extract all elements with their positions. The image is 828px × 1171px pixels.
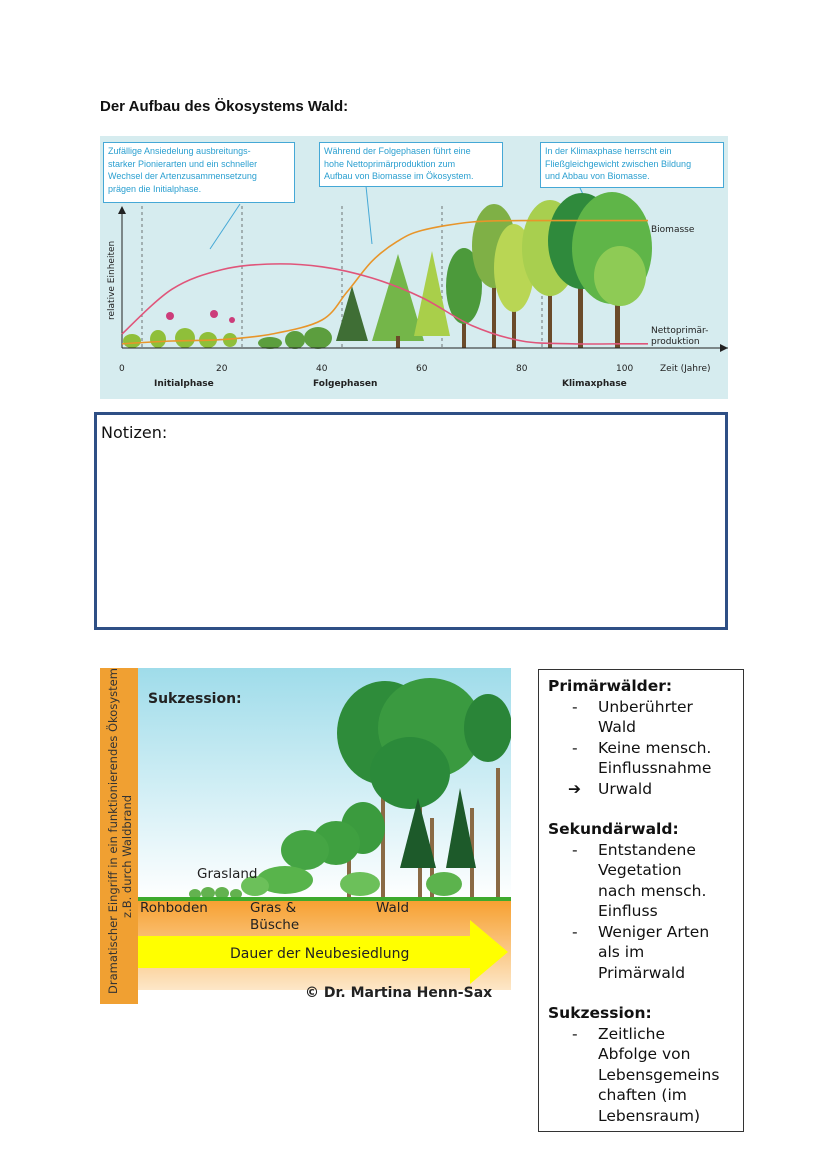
item-line: Weniger Arten (598, 922, 710, 941)
item-line: Vegetation (598, 861, 682, 879)
list-item (548, 779, 711, 800)
list-item (548, 922, 709, 984)
page-title: Der Aufbau des Ökosystems Wald: (100, 98, 349, 115)
npp-label-line1: Nettoprimär- (651, 326, 709, 336)
item-line: Abfolge von (598, 1045, 691, 1063)
grasland-label: Grasland (197, 866, 258, 882)
x-tick-labels (119, 364, 633, 374)
arrow-label: Dauer der Neubesiedlung (230, 946, 410, 962)
side-label-line2: z.B. durch Waldbrand (120, 794, 134, 918)
section-heading: Primärwälder: (548, 677, 673, 695)
item-line: Urwald (598, 779, 653, 798)
arrow-bullet: ➔ (568, 779, 581, 798)
succession-title: Sukzession: (148, 691, 242, 707)
bullet: - (572, 738, 578, 757)
phase-climax: Klimaxphase (562, 379, 627, 389)
list-item (548, 738, 711, 779)
item-line: Lebensraum) (598, 1106, 701, 1125)
list-item (548, 697, 711, 738)
x-tick-label: 0 (119, 364, 125, 374)
item-line: Primärwald (598, 963, 686, 982)
item-line: Wald (598, 718, 636, 736)
list-item (548, 1024, 719, 1127)
bullet: - (572, 922, 578, 941)
npp-label-line2: produktion (651, 337, 700, 347)
section-sukzession (548, 1003, 719, 1126)
item-line: Keine mensch. (598, 738, 712, 757)
list-item (548, 840, 709, 922)
phase-initial: Initialphase (154, 379, 214, 389)
x-tick-label: 80 (516, 364, 528, 374)
stage-gras-line1: Gras & (250, 900, 297, 916)
callout-follow: Während der Folgephasen führt eine hohe Nettoprimärproduktion zum Aufbau von Biomasse im Ökosystem. (319, 142, 503, 187)
item-line: Unberührter (598, 697, 693, 716)
item-line: Einfluss (598, 902, 658, 920)
section-heading: Sekundärwald: (548, 820, 679, 838)
section-heading: Sukzession: (548, 1004, 652, 1022)
succession-svg (100, 668, 511, 1008)
x-axis-label: Zeit (Jahre) (660, 364, 711, 374)
item-line: als im (598, 943, 645, 961)
notes-label: Notizen: (101, 423, 168, 442)
section-sekundaerwald (548, 819, 709, 983)
vegetation-illustration (123, 192, 652, 349)
item-line: Entstandene (598, 840, 696, 859)
x-tick-label: 20 (216, 364, 228, 374)
stage-rohboden: Rohboden (140, 900, 208, 916)
side-label-line1: Dramatischer Eingriff in ein funktionierendes Ökosystem (106, 668, 120, 994)
y-axis-label: relative Einheiten (107, 240, 117, 320)
stage-wald: Wald (376, 900, 410, 916)
bullet: - (572, 1024, 578, 1043)
item-line: chaften (im (598, 1086, 687, 1104)
biomass-label: Biomasse (651, 225, 695, 235)
ecosystem-chart (100, 136, 728, 399)
bullet: - (572, 697, 578, 716)
copyright: © Dr. Martina Henn-Sax (305, 985, 493, 1001)
item-line: Einflussnahme (598, 759, 712, 777)
bullet: - (572, 840, 578, 859)
callout-climax: In der Klimaxphase herrscht ein Fließgleichgewicht zwischen Bildung und Abbau von Biomasse. (540, 142, 724, 188)
phase-follow: Folgephasen (313, 379, 378, 389)
callout-initial: Zufällige Ansiedelung ausbreitungs- starker Pionierarten und ein schneller Wechsel der Artenzusammensetzung prägen die Initialphase. (103, 142, 295, 203)
stage-gras-line2: Büsche (250, 917, 300, 933)
x-tick-label: 100 (616, 364, 634, 374)
item-line: nach mensch. (598, 881, 707, 900)
succession-figure (100, 668, 511, 1008)
section-primaerwaelder (548, 676, 711, 799)
x-tick-label: 60 (416, 364, 428, 374)
item-line: Zeitliche (598, 1024, 666, 1043)
notes-box[interactable] (94, 412, 728, 630)
x-tick-label: 40 (316, 364, 328, 374)
item-line: Lebensgemeins (598, 1065, 720, 1084)
definitions-box (538, 669, 744, 1132)
